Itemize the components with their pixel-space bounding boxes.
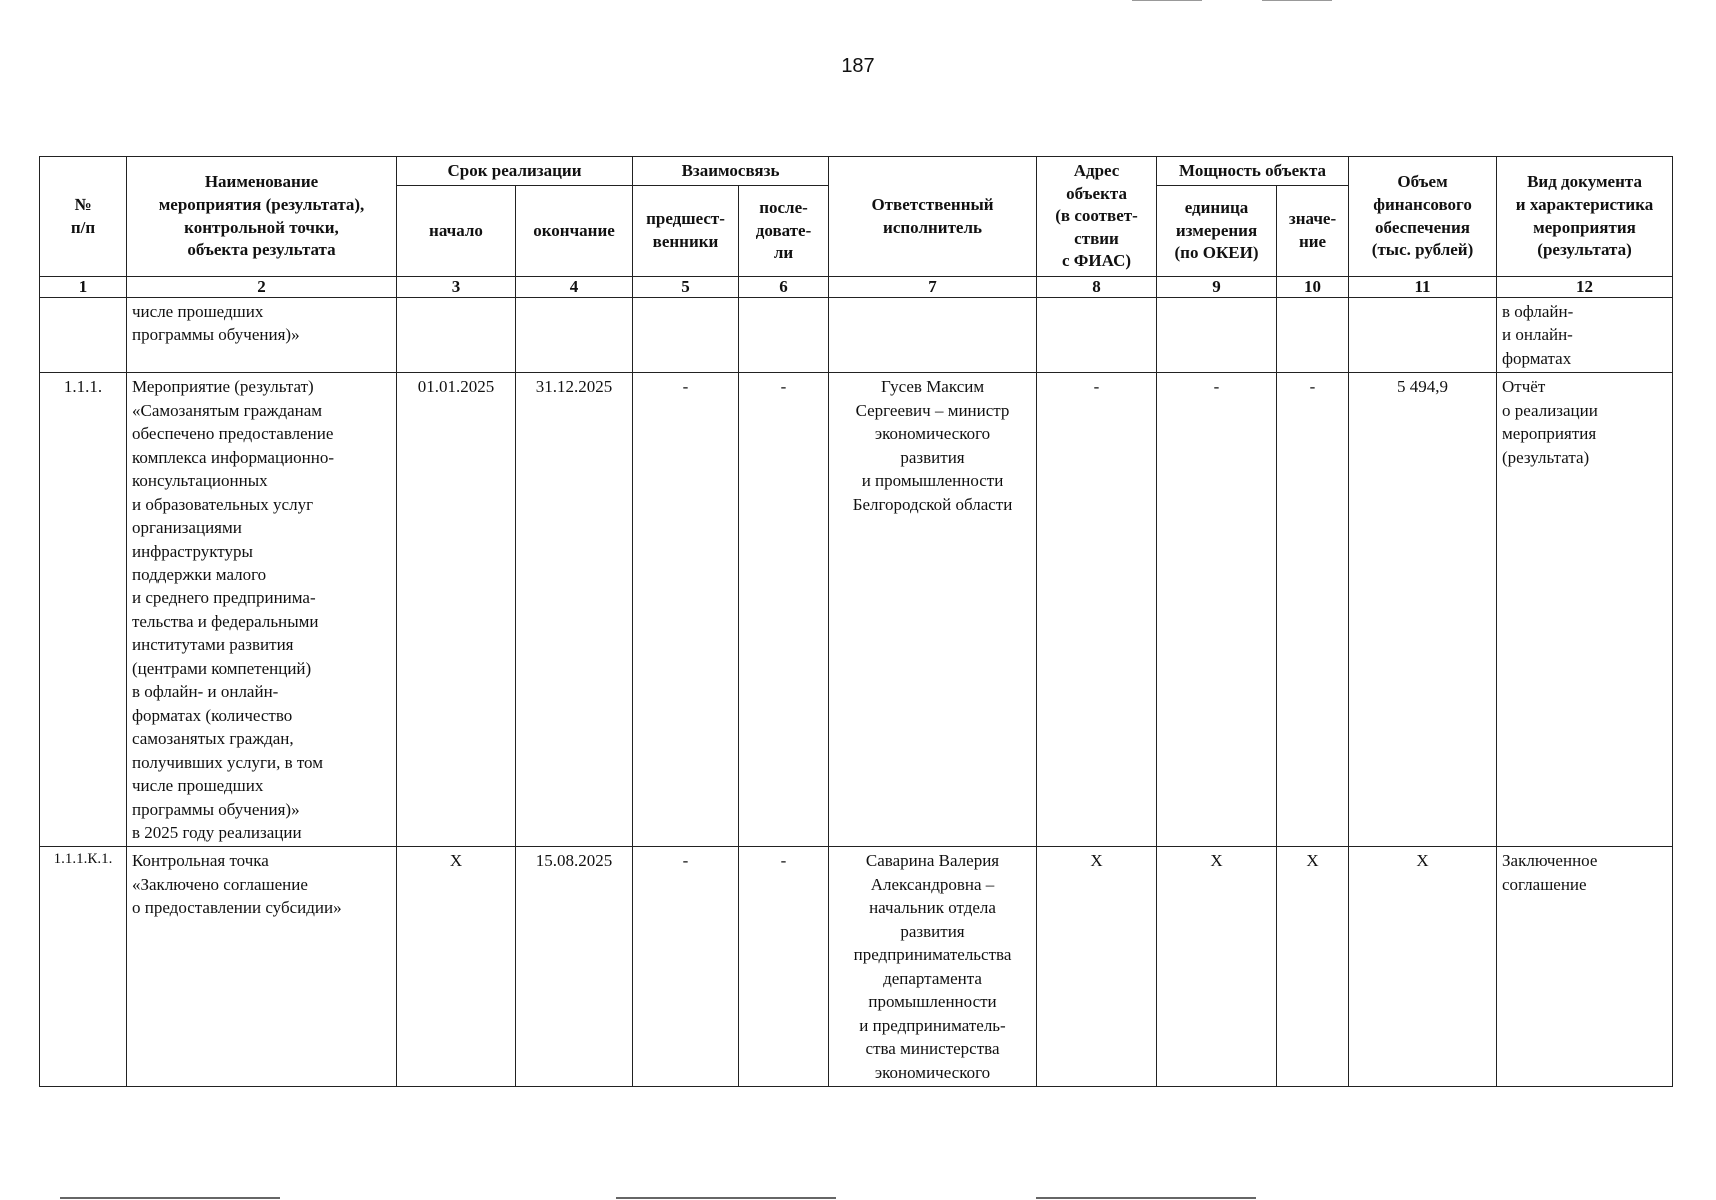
cell-num: 1.1.1.К.1.	[40, 847, 127, 1087]
header-responsible: Ответственный исполнитель	[829, 157, 1037, 277]
column-number: 8	[1037, 277, 1157, 298]
activities-table	[39, 156, 1673, 1087]
cell-addr: -	[1037, 373, 1157, 847]
header-period: Срок реализации	[397, 157, 633, 186]
header-relation: Взаимосвязь	[633, 157, 829, 186]
scan-edge-bottom	[616, 1197, 836, 1199]
cell-succ	[739, 298, 829, 373]
cell-start	[397, 298, 516, 373]
scan-edge-bottom	[60, 1197, 280, 1199]
cell-pred	[633, 298, 739, 373]
header-row	[40, 157, 1673, 186]
cell-doc: Отчёт о реализации мероприятия (результата)	[1497, 373, 1673, 847]
scan-edge-top	[1132, 0, 1202, 1]
table-row	[40, 847, 1673, 1087]
column-number: 10	[1277, 277, 1349, 298]
scan-edge-bottom	[1036, 1197, 1256, 1199]
header-num: № п/п	[40, 157, 127, 277]
cell-finance	[1349, 298, 1497, 373]
column-number: 9	[1157, 277, 1277, 298]
cell-unit	[1157, 298, 1277, 373]
cell-value: Х	[1277, 847, 1349, 1087]
column-number: 5	[633, 277, 739, 298]
cell-pred: -	[633, 847, 739, 1087]
header-value: значе- ние	[1277, 186, 1349, 277]
column-number: 3	[397, 277, 516, 298]
column-number: 6	[739, 277, 829, 298]
cell-resp	[829, 298, 1037, 373]
cell-end: 31.12.2025	[516, 373, 633, 847]
cell-start: 01.01.2025	[397, 373, 516, 847]
cell-doc: Заключенное соглашение	[1497, 847, 1673, 1087]
cell-value	[1277, 298, 1349, 373]
cell-succ: -	[739, 373, 829, 847]
header-start: начало	[397, 186, 516, 277]
page-number: 187	[841, 55, 875, 77]
cell-finance: Х	[1349, 847, 1497, 1087]
cell-addr	[1037, 298, 1157, 373]
cell-succ: -	[739, 847, 829, 1087]
column-number: 4	[516, 277, 633, 298]
cell-end: 15.08.2025	[516, 847, 633, 1087]
cell-addr: Х	[1037, 847, 1157, 1087]
cell-unit: -	[1157, 373, 1277, 847]
cell-name: числе прошедших программы обучения)»	[127, 298, 397, 373]
column-number-row	[40, 277, 1673, 298]
header-end: окончание	[516, 186, 633, 277]
column-number: 2	[127, 277, 397, 298]
header-document: Вид документа и характеристика мероприятия (результата)	[1497, 157, 1673, 277]
cell-finance: 5 494,9	[1349, 373, 1497, 847]
cell-doc: в офлайн- и онлайн- форматах	[1497, 298, 1673, 373]
header-finance: Объем финансового обеспечения (тыс. рублей)	[1349, 157, 1497, 277]
cell-name: Мероприятие (результат) «Самозанятым гражданам обеспечено предоставление комплекса информационно- консультационных и образовательных услуг организациями инфраструктуры поддержки малого и среднего предпринима- тельства и федеральными институтами развития (центрами компетенций) в офлайн- и онлайн- форматах (количество самозанятых граждан, получивших услуги, в том числе прошедших программы обучения)» в 2025 году реализации	[127, 373, 397, 847]
cell-resp: Саварина Валерия Александровна – начальник отдела развития предпринимательства департамента промышленности и предприниматель- ства министерства экономического	[829, 847, 1037, 1087]
cell-num: 1.1.1.	[40, 373, 127, 847]
header-name: Наименование мероприятия (результата), контрольной точки, объекта результата	[127, 157, 397, 277]
header-address: Адрес объекта (в соответ- ствии с ФИАС)	[1037, 157, 1157, 277]
cell-pred: -	[633, 373, 739, 847]
table-row-continuation	[40, 298, 1673, 373]
cell-unit: Х	[1157, 847, 1277, 1087]
cell-name: Контрольная точка «Заключено соглашение о предоставлении субсидии»	[127, 847, 397, 1087]
cell-end	[516, 298, 633, 373]
header-predecessors: предшест- венники	[633, 186, 739, 277]
header-unit: единица измерения (по ОКЕИ)	[1157, 186, 1277, 277]
cell-value: -	[1277, 373, 1349, 847]
column-number: 11	[1349, 277, 1497, 298]
cell-start: Х	[397, 847, 516, 1087]
cell-resp: Гусев Максим Сергеевич – министр экономического развития и промышленности Белгородской области	[829, 373, 1037, 847]
table-row	[40, 373, 1673, 847]
cell-num	[40, 298, 127, 373]
column-number: 7	[829, 277, 1037, 298]
column-number: 12	[1497, 277, 1673, 298]
header-successors: после- довате- ли	[739, 186, 829, 277]
header-capacity: Мощность объекта	[1157, 157, 1349, 186]
column-number: 1	[40, 277, 127, 298]
scan-edge-top	[1262, 0, 1332, 1]
